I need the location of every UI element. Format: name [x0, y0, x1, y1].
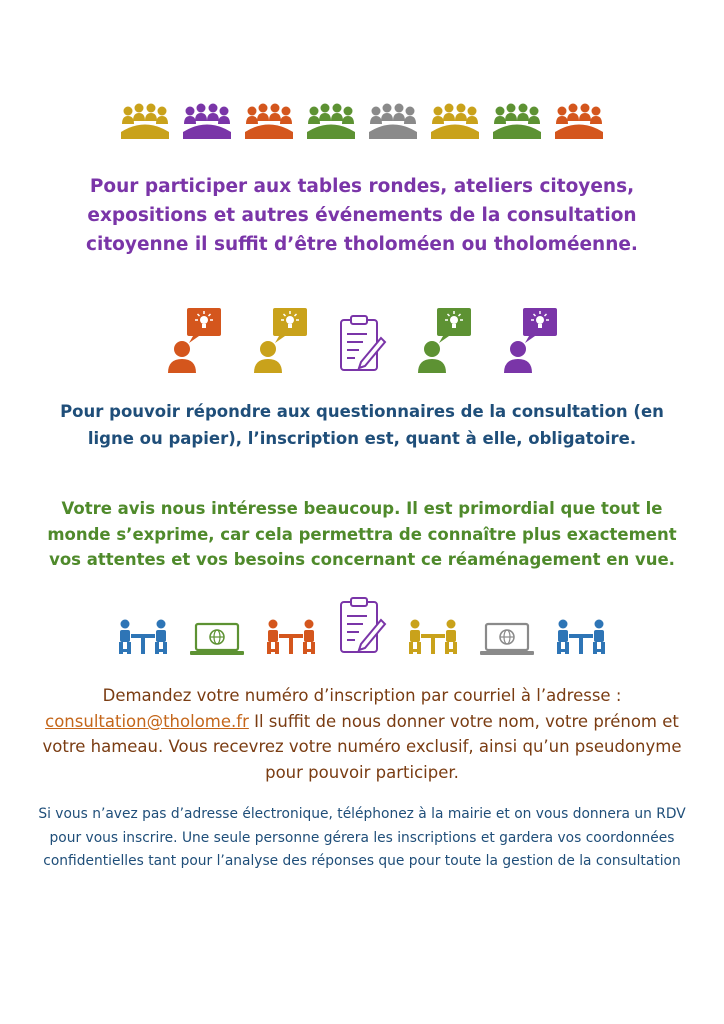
- group-icon: [305, 102, 357, 140]
- meeting-icon: [407, 618, 459, 656]
- person-idea-icon: [501, 306, 559, 374]
- group-icon: [119, 102, 171, 140]
- group-icon: [491, 102, 543, 140]
- participation-text: Pour participer aux tables rondes, ateliers citoyens, expositions et autres événements de la consultation citoyenne il suffit d’être tholoméen ou tholoméenne.: [86, 176, 638, 255]
- group-icons-row: [0, 100, 724, 140]
- meeting-icon: [265, 618, 317, 656]
- registration-details: Il suffit de nous donner votre nom, votre prénom et votre hameau. Vous recevrez votre numéro exclusif, ainsi qu’un pseudonyme pour pouvoir participer.: [42, 711, 682, 782]
- person-idea-icon: [165, 306, 223, 374]
- meeting-icons-row: [0, 600, 724, 656]
- questionnaire-text: Pour pouvoir répondre aux questionnaires de la consultation (en ligne ou papier), l’inscription est, quant à elle, obligatoire.: [60, 402, 664, 448]
- group-icon: [181, 102, 233, 140]
- idea-icons-row: [0, 304, 724, 374]
- meeting-icon: [555, 618, 607, 656]
- registration-text: [40, 683, 684, 785]
- laptop-globe-icon: [479, 622, 535, 656]
- meeting-icon: [117, 618, 169, 656]
- group-icon: [429, 102, 481, 140]
- group-icon: [367, 102, 419, 140]
- person-idea-icon: [251, 306, 309, 374]
- opinion-text: Votre avis nous intéresse beaucoup. Il est primordial que tout le monde s’exprime, car cela permettra de connaître plus exactement vos attentes et vos besoins concernant ce réaménagement en vue.: [47, 499, 677, 569]
- person-idea-icon: [415, 306, 473, 374]
- clipboard-icon: [337, 596, 387, 656]
- registration-intro: Demandez votre numéro d’inscription par courriel à l’adresse :: [102, 686, 622, 705]
- clipboard-icon: [337, 314, 387, 374]
- group-icon: [243, 102, 295, 140]
- laptop-globe-icon: [189, 622, 245, 656]
- group-icon: [553, 102, 605, 140]
- no-email-text: Si vous n’avez pas d’adresse électronique, téléphonez à la mairie et on vous donnera un RDV pour vous inscrire. Une seule personne gérera les inscriptions et gardera vos coordonnées confidentielles tant pour l’analyse des réponses que pour toute la gestion de la consultation: [38, 806, 686, 869]
- email-link[interactable]: consultation@tholome.fr: [45, 711, 249, 731]
